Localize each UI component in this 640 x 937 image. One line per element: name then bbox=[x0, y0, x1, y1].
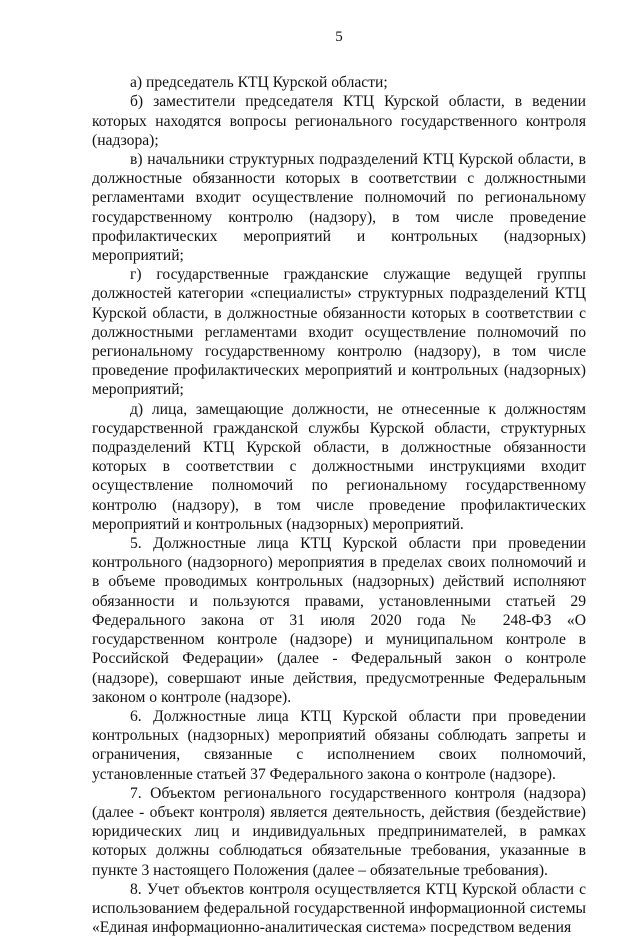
paragraph-section-7: 7. Объектом регионального государственного контроля (надзора) (далее - объект контроля) является деятельность, действия (бездействие) юридических лиц и индивидуальных предпринимателей, в рамках которых должны соблюдаться обязательные требования, указанные в пункте 3 настоящего Положения (далее – обязательные требования). bbox=[92, 784, 586, 879]
paragraph-item-a: а) председатель КТЦ Курской области; bbox=[130, 74, 388, 92]
paragraph-section-6: 6. Должностные лица КТЦ Курской области при проведении контрольных (надзорных) мероприятий обязаны соблюдать запреты и ограничения, связанные с исполнением своих полномочий, установленные статьей 37 Федерального закона о контроле (надзоре). bbox=[92, 707, 586, 783]
paragraph-item-g: г) государственные гражданские служащие ведущей группы должностей категории «специалисты» структурных подразделений КТЦ Курской области, в должностные обязанности которых в соответствии с должностными регламентами входит осуществление полномочий по региональному государственному контролю (надзору), в том числе проведение профилактических мероприятий и контрольных (надзорных) мероприятий; bbox=[92, 266, 586, 399]
paragraph-section-5: 5. Должностные лица КТЦ Курской области при проведении контрольного (надзорного) мероприятия в пределах своих полномочий и в объеме проводимых контрольных (надзорных) действий исполняют обязанности и пользуются правами, установленными статьей 29 Федерального закона от 31 июля 2020 года № 248-ФЗ «О государственном контроле (надзоре) и муниципальном контроле в Российской Федерации» (далее - Федеральный закон о контроле (надзоре), совершают иные действия, предусмотренные Федеральным законом о контроле (надзоре). bbox=[92, 535, 586, 706]
page-number: 5 bbox=[335, 29, 343, 45]
paragraph-item-b: б) заместители председателя КТЦ Курской области, в ведении которых находятся вопросы регионального государственного контроля (надзора); bbox=[92, 93, 586, 149]
paragraph-item-d: д) лица, замещающие должности, не отнесенные к должностям государственной гражданской службы Курской области, структурных подразделений КТЦ Курской области, в должностные обязанности которых в соответствии с должностными инструкциями входит осуществление полномочий по региональному государственному контролю (надзору), в том числе проведение профилактических мероприятий и контрольных (надзорных) мероприятий. bbox=[92, 400, 586, 533]
paragraph-item-v: в) начальники структурных подразделений КТЦ Курской области, в должностные обязанности которых в соответствии с должностными регламентами входит осуществление полномочий по региональному государственному контролю (надзору), в том числе проведение профилактических мероприятий и контрольных (надзорных) мероприятий; bbox=[92, 151, 586, 265]
paragraph-section-8: 8. Учет объектов контроля осуществляется КТЦ Курской области с использованием федеральной государственной информационной системы «Единая информационно-аналитическая система» посредством ведения bbox=[92, 880, 586, 937]
